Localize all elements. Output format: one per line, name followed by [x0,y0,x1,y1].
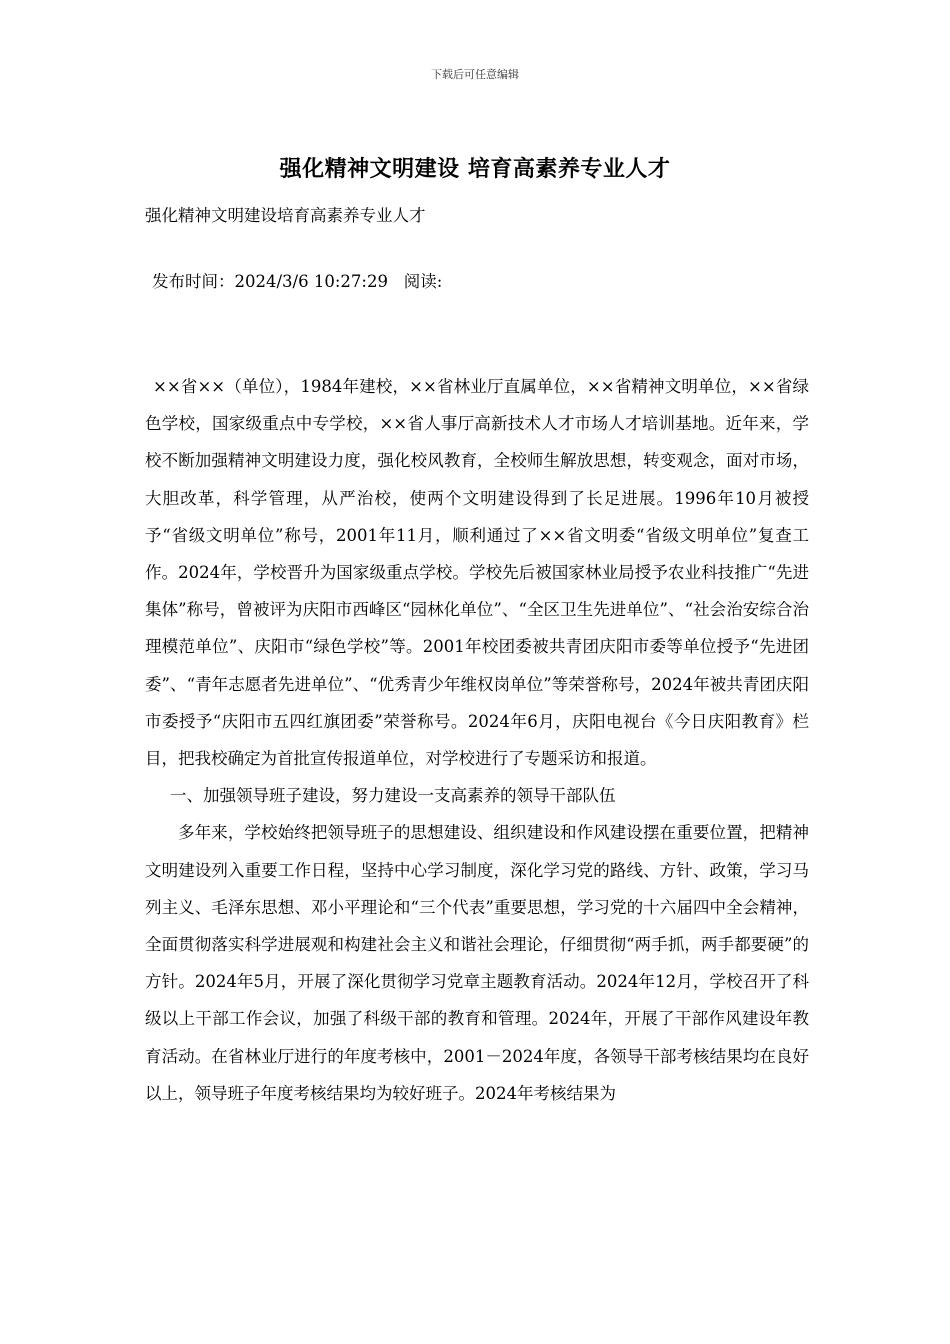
published-label: 发布时间： [152,272,235,291]
document-body [145,368,809,1112]
header-note: 下载后可任意编辑 [431,68,519,81]
section-heading-1: 一、加强领导班子建设，努力建设一支高素养的领导干部队伍 [170,786,616,806]
document-subtitle: 强化精神文明建设培育高素养专业人才 [145,206,426,225]
read-label: 阅读: [403,272,443,291]
publish-info [152,268,442,292]
document-title: 强化精神文明建设 培育高素养专业人才 [279,156,671,182]
body-paragraph-intro: ××省××（单位），1984年建校，××省林业厅直属单位，××省精神文明单位，××省绿色学校，国家级重点中专学校，××省人事厅高新技术人才市场人才培训基地。近年来，学校不断加强精神文明建设力度，强化校风教育，全校师生解放思想，转变观念，面对市场，大胆改革，科学管理，从严治校，使两个文明建设得到了长足进展。1996年10月被授予“省级文明单位”称号，2001年11月，顺利通过了××省文明委“省级文明单位”复查工作。2024年，学校晋升为国家级重点学校。学校先后被国家林业局授予农业科技推广“先进集体”称号，曾被评为庆阳市西峰区“园林化单位”、“全区卫生先进单位”、“社会治安综合治理模范单位”、庆阳市“绿色学校”等。2001年校团委被共青团庆阳市委等单位授予“先进团委”、“青年志愿者先进单位”、“优秀青少年维权岗单位”等荣誉称号，2024年被共青团庆阳市委授予“庆阳市五四红旗团委”荣誉称号。2024年6月，庆阳电视台《今日庆阳教育》栏目，把我校确定为首批宣传报道单位，对学校进行了专题采访和报道。 [145,377,809,769]
meta-spacer [388,272,404,291]
published-value: 2024/3/6 10:27:29 [234,272,388,291]
body-paragraph-leadership: 多年来，学校始终把领导班子的思想建设、组织建设和作风建设摆在重要位置，把精神文明建设列入重要工作日程，坚持中心学习制度，深化学习党的路线、方针、政策，学习马列主义、毛泽东思想、邓小平理论和“三个代表”重要思想，学习党的十六届四中全会精神，全面贯彻落实科学进展观和构建社会主义和谐社会理论，仔细贯彻“两手抓，两手都要硬”的方针。2024年5月，开展了深化贯彻学习党章主题教育活动。2024年12月，学校召开了科级以上干部工作会议，加强了科级干部的教育和管理。2024年，开展了干部作风建设年教育活动。在省林业厅进行的年度考核中，2001－2024年度，各领导干部考核结果均在良好以上，领导班子年度考核结果均为较好班子。2024年考核结果为 [145,823,809,1103]
